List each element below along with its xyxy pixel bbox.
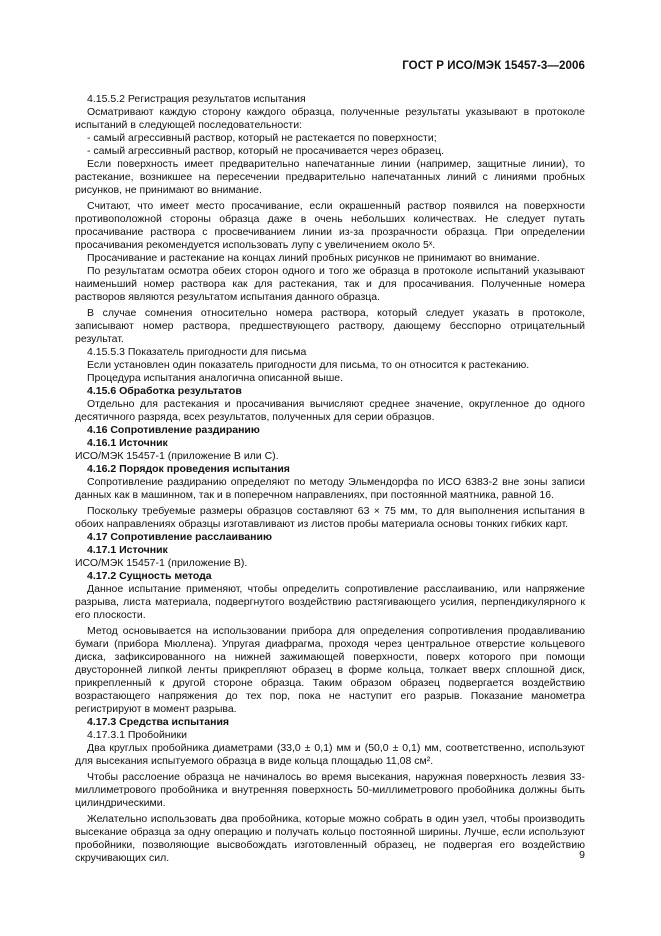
section-heading: 4.17.2 Сущность метода bbox=[87, 570, 212, 582]
paragraph: Чтобы расслоение образца не начиналось во время высекания, наружная поверхность лезвия 33-миллиметрового пробойника и внутренняя поверхность 50-миллиметрового пробойника должны быть цилиндрическими. bbox=[75, 771, 585, 809]
section-heading: 4.17 Сопротивление расслаиванию bbox=[87, 531, 272, 543]
paragraph: Сопротивление раздиранию определяют по методу Эльмендорфа по ИСО 6383-2 вне зоны записи данных как в машинном, так и в поперечном направлениях, при постоянной маятника, равной 16. bbox=[75, 476, 585, 501]
section-heading: 4.16 Сопротивление раздиранию bbox=[87, 424, 260, 436]
subsection-heading: 4.15.5.3 Показатель пригодности для письма bbox=[87, 346, 307, 358]
paragraph: Если установлен один показатель пригодности для письма, то он относится к растеканию. bbox=[87, 359, 530, 371]
paragraph: Осматривают каждую сторону каждого образца, полученные результаты указывают в протоколе испытаний в следующей последовательности: bbox=[75, 106, 585, 131]
paragraph: По результатам осмотра обеих сторон одного и того же образца в протоколе испытаний указывают наименьший номер раствора как для растекания, так и для просачивания. Полученные номера растворов являются результатом испытания данного образца. bbox=[75, 265, 585, 303]
subsection-heading: 4.15.5.2 Регистрация результатов испытания bbox=[87, 93, 306, 105]
paragraph: Поскольку требуемые размеры образцов составляют 63 × 75 мм, то для выполнения испытания в обоих направлениях образцы изготавливают из листов пробы материала основы тонких гибких карт. bbox=[75, 505, 585, 530]
paragraph: Данное испытание применяют, чтобы определить сопротивление расслаиванию, или напряжение разрыва, листа материала, подвергнутого воздействию растягивающего усилия, перпендикулярного к его плоскости. bbox=[75, 583, 585, 621]
section-heading: 4.16.1 Источник bbox=[87, 437, 168, 449]
paragraph: Метод основывается на использовании прибора для определения сопротивления продавливанию бумаги (прибора Мюллена). Упругая диафрагма, проходя через центральное отверстие кольцевого диска, зафиксированного на нижней зажимающей поверхности, поверх которого при помощи двусторонней липкой ленты прикрепляют образец в форме кольца, толкает вверх сплошной диск, прикрепленный к другой стороне образца. Таким образом образец подвергается воздействию возрастающего напряжения до тех пор, пока не наступит его разрыв. Показание манометра регистрируют в момент разрыва. bbox=[75, 625, 585, 715]
paragraph: Процедура испытания аналогична описанной выше. bbox=[87, 372, 344, 384]
paragraph: Отдельно для растекания и просачивания вычисляют среднее значение, округленное до одного десятичного разряда, всех результатов, полученных для серии образцов. bbox=[75, 398, 585, 423]
subsection-heading: 4.17.3.1 Пробойники bbox=[87, 729, 187, 741]
paragraph: ИСО/МЭК 15457-1 (приложение В или С). bbox=[75, 450, 279, 462]
section-heading: 4.17.1 Источник bbox=[87, 544, 168, 556]
list-item: - самый агрессивный раствор, который не растекается по поверхности; bbox=[87, 132, 437, 144]
document-body bbox=[75, 93, 585, 865]
paragraph: Два круглых пробойника диаметрами (33,0 ± 0,1) мм и (50,0 ± 0,1) мм, соответственно, используют для высекания испытуемого образца в виде кольца площадью 11,08 см². bbox=[75, 742, 585, 767]
paragraph: Считают, что имеет место просачивание, если окрашенный раствор появился на поверхности противоположной стороны образца даже в очень небольших количествах. Не следует путать просачивание раствора с просвечиванием линии из-за прозрачности образца. При определении просачивания рекомендуется использовать лупу с увеличением около 5ˣ. bbox=[75, 200, 585, 251]
section-heading: 4.17.3 Средства испытания bbox=[87, 716, 230, 728]
paragraph: В случае сомнения относительно номера раствора, который следует указать в протоколе, записывают номер раствора, предшествующего раствору, дающему бесспорно отрицательный результат. bbox=[75, 307, 585, 345]
paragraph: Желательно использовать два пробойника, которые можно собрать в один узел, чтобы производить высекание образца за одну операцию и получать кольцо постоянной ширины. Лучше, если используют пробойники, позволяющие высвобождать изготовленный образец, не подвергая его воздействию скручивающих сил. bbox=[75, 813, 585, 864]
paragraph: ИСО/МЭК 15457-1 (приложение В). bbox=[75, 557, 248, 569]
section-heading: 4.15.6 Обработка результатов bbox=[87, 385, 242, 397]
section-heading: 4.16.2 Порядок проведения испытания bbox=[87, 463, 290, 475]
paragraph: Просачивание и растекание на концах линий пробных рисунков не принимают во внимание. bbox=[87, 252, 540, 264]
document-header: ГОСТ Р ИСО/МЭК 15457-3—2006 bbox=[402, 60, 585, 72]
list-item: - самый агрессивный раствор, который не просачивается через образец. bbox=[87, 145, 445, 157]
paragraph: Если поверхность имеет предварительно напечатанные линии (например, защитные линии), то растекание, возникшее на пересечении предварительно напечатанных линий с линиями пробных рисунков, не принимают во внимание. bbox=[75, 158, 585, 196]
page-number: 9 bbox=[579, 849, 585, 861]
